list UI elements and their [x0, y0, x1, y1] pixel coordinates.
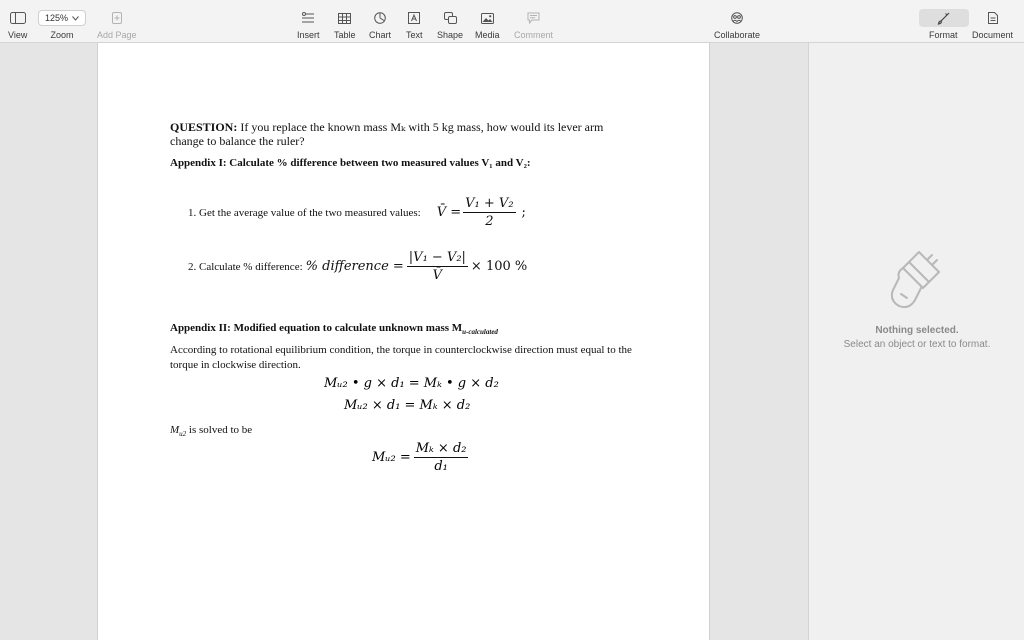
appendix-1-heading[interactable]: Appendix I: Calculate % difference between two measured values V₁ and V₂:	[170, 157, 531, 169]
step-2-text: 2. Calculate % difference:	[188, 260, 303, 273]
collaborate-button[interactable]	[714, 9, 760, 40]
paintbrush-icon	[885, 246, 949, 320]
sidebar-view-icon	[10, 12, 26, 24]
average-equation	[437, 196, 526, 229]
zoom-select[interactable]	[38, 10, 86, 26]
comment-button[interactable]	[514, 9, 553, 40]
shape-label: Shape	[437, 30, 464, 40]
final-denominator: d₁	[434, 459, 448, 474]
difference-fraction	[407, 250, 468, 283]
shape-button[interactable]	[437, 9, 463, 40]
solved-line[interactable]	[170, 424, 252, 438]
collaborate-label: Collaborate	[714, 30, 761, 40]
comment-icon	[527, 12, 540, 24]
average-numerator: V₁ + V₂	[465, 196, 514, 211]
average-fraction	[463, 196, 515, 229]
table-icon	[338, 13, 351, 24]
table-button[interactable]	[334, 9, 356, 40]
collaborate-icon	[730, 12, 744, 24]
final-equation[interactable]	[372, 441, 468, 474]
question-text: If you replace the known mass Mₖ with 5 kg mass, how would its lever arm change to balance the ruler?	[170, 120, 604, 148]
solved-subscript: u2	[179, 430, 187, 439]
insert-label: Insert	[297, 30, 320, 40]
appendix-2-title: Appendix II: Modified equation to calculate unknown mass M	[170, 322, 463, 334]
solved-label: M	[170, 424, 180, 436]
view-label: View	[8, 30, 28, 40]
final-fraction	[414, 441, 469, 474]
difference-tail: × 100 %	[470, 259, 528, 274]
difference-lhs: % difference =	[305, 259, 404, 274]
difference-denominator: V̄	[432, 268, 443, 283]
table-label: Table	[334, 30, 356, 40]
text-label: Text	[406, 30, 423, 40]
chart-button[interactable]	[369, 9, 391, 40]
zoom-control[interactable]	[38, 9, 86, 40]
nothing-selected-subtitle: Select an object or text to format.	[843, 339, 991, 350]
question-paragraph[interactable]	[170, 120, 640, 148]
toolbar	[0, 0, 1024, 43]
text-button[interactable]	[406, 9, 423, 40]
insert-button[interactable]	[297, 9, 320, 40]
comment-label: Comment	[514, 30, 554, 40]
appendix-2-heading[interactable]	[170, 322, 498, 336]
document-page[interactable]	[97, 43, 710, 640]
chart-label: Chart	[369, 30, 392, 40]
difference-numerator: |V₁ − V₂|	[408, 250, 466, 265]
document-icon	[988, 12, 998, 24]
format-button[interactable]	[929, 9, 958, 40]
chevron-down-icon	[72, 16, 79, 21]
view-button[interactable]	[8, 9, 27, 40]
text-box-icon	[408, 12, 420, 24]
paintbrush-icon	[937, 12, 950, 25]
add-page-label: Add Page	[97, 30, 137, 40]
equilibrium-paragraph[interactable]: According to rotational equilibrium condition, the torque in counterclockwise direction must equal to the torque in clockwise direction.	[170, 344, 632, 371]
final-lhs: Mᵤ₂ =	[372, 450, 411, 465]
equation-torque-balance[interactable]: Mᵤ₂ • g × d₁ = Mₖ • g × d₂	[324, 376, 499, 391]
chart-icon	[374, 12, 386, 24]
step-1-text: 1. Get the average value of the two measured values:	[188, 206, 421, 219]
average-denominator: 2	[485, 214, 494, 229]
appendix-2-subscript: u-calculated	[462, 328, 498, 337]
question-label: QUESTION:	[170, 120, 238, 134]
document-button[interactable]	[972, 9, 1013, 40]
step-1[interactable]	[188, 196, 526, 229]
format-label: Format	[929, 30, 958, 40]
media-icon	[481, 13, 494, 24]
media-label: Media	[475, 30, 500, 40]
document-canvas[interactable]	[0, 43, 808, 640]
nothing-selected-title: Nothing selected.	[875, 325, 959, 336]
add-page-button[interactable]	[97, 9, 137, 40]
insert-icon	[302, 12, 314, 24]
step-2[interactable]	[188, 250, 527, 283]
add-page-icon	[112, 12, 122, 24]
average-lhs: V̄ =	[436, 205, 462, 220]
average-tail: ;	[521, 205, 526, 220]
final-numerator: Mₖ × d₂	[415, 441, 467, 456]
solved-text: is solved to be	[186, 424, 253, 436]
format-inspector	[808, 43, 1024, 640]
shape-icon	[444, 12, 457, 24]
zoom-value: 125%	[44, 13, 69, 23]
document-label: Document	[972, 30, 1014, 40]
media-button[interactable]	[475, 9, 500, 40]
zoom-label: Zoom	[50, 30, 74, 40]
equation-simplified[interactable]: Mᵤ₂ × d₁ = Mₖ × d₂	[344, 398, 471, 413]
